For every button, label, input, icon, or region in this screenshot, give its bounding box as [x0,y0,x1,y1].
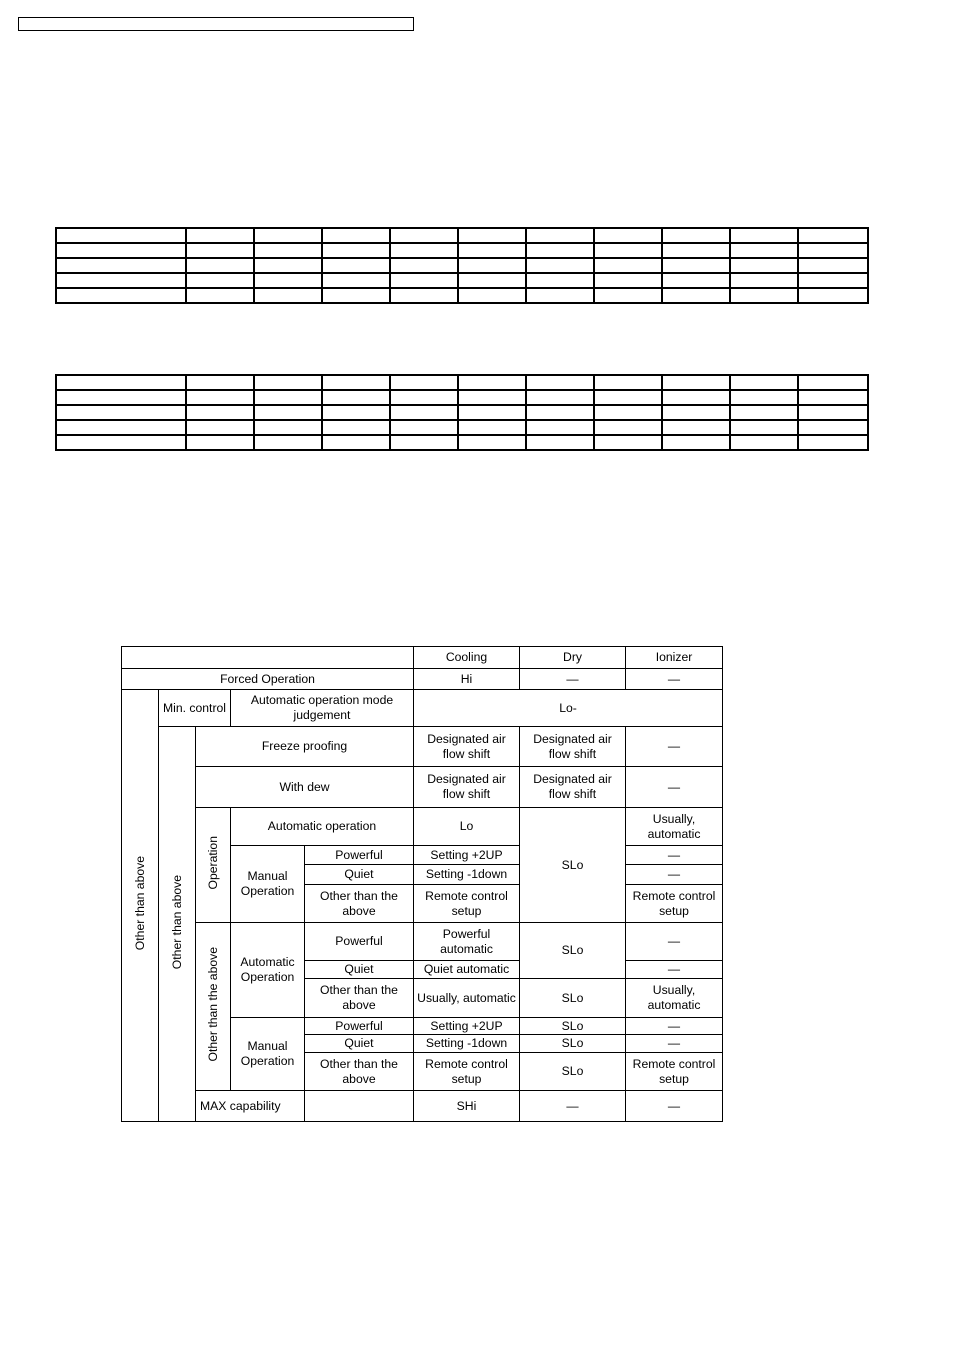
forced-operation-label: Forced Operation [122,669,414,690]
other-than-above-inner-cell [159,727,196,1122]
table-row [122,727,723,767]
ot-auto-other-cooling: Usually, automatic [414,979,520,1018]
table-row [122,767,723,808]
forced-cooling: Hi [414,669,520,690]
blank-grid-table-1 [55,227,869,304]
fan-speed-table [121,646,723,1122]
ot-manual-powerful-label: Powerful [305,1018,414,1035]
ot-manual-quiet-cooling: Setting -1down [414,1035,520,1053]
grid-row [56,375,868,390]
op-manual-label: Manual Operation [231,846,305,923]
ot-auto-other-label: Other than the above [305,979,414,1018]
grid-row [56,420,868,435]
dew-cooling: Designated air flow shift [414,767,520,808]
op-quiet-cooling: Setting -1down [414,865,520,885]
max-blank-cell [305,1091,414,1122]
min-control-label: Min. control [159,690,231,727]
other-than-above-inner-label: Other than above [169,874,184,970]
ot-auto-other-ionizer: Usually, automatic [626,979,723,1018]
max-capability-label: MAX capability [196,1091,305,1122]
ot-auto-label: Automatic Operation [231,923,305,1018]
freeze-cooling: Designated air flow shift [414,727,520,767]
grid-row [56,228,868,243]
freeze-ionizer: — [626,727,723,767]
table-row [122,690,723,727]
dew-dry: Designated air flow shift [520,767,626,808]
freeze-proofing-label: Freeze proofing [196,727,414,767]
grid-row [56,405,868,420]
operation-group-cell [196,808,231,923]
op-other-ionizer: Remote control setup [626,885,723,923]
forced-ionizer: — [626,669,723,690]
ot-manual-label: Manual Operation [231,1018,305,1091]
op-automatic-label: Automatic operation [231,808,414,846]
op-powerful-cooling: Setting +2UP [414,846,520,865]
ot-auto-other-dry: SLo [520,979,626,1018]
op-powerful-label: Powerful [305,846,414,865]
ot-manual-powerful-ionizer: — [626,1018,723,1035]
ot-auto-quiet-label: Quiet [305,961,414,979]
ot-auto-pq-dry: SLo [520,923,626,979]
ot-manual-other-ionizer: Remote control setup [626,1053,723,1091]
other-than-above-outer-cell [122,690,159,1122]
grid-row [56,288,868,303]
table-row [122,669,723,690]
header-box [18,17,414,31]
ot-manual-other-cooling: Remote control setup [414,1053,520,1091]
op-quiet-label: Quiet [305,865,414,885]
max-cooling: SHi [414,1091,520,1122]
max-ionizer: — [626,1091,723,1122]
ot-manual-other-dry: SLo [520,1053,626,1091]
op-dry-slo: SLo [520,808,626,923]
other-than-above-outer-label: Other than above [132,856,147,951]
op-automatic-cooling: Lo [414,808,520,846]
operation-group-label: Operation [205,836,220,890]
grid-row [56,390,868,405]
op-automatic-ionizer: Usually, automatic [626,808,723,846]
ot-auto-quiet-cooling: Quiet automatic [414,961,520,979]
dew-ionizer: — [626,767,723,808]
ot-manual-powerful-cooling: Setting +2UP [414,1018,520,1035]
freeze-dry: Designated air flow shift [520,727,626,767]
min-control-value: Lo- [414,690,723,727]
other-than-the-above-cell [196,923,231,1091]
ot-manual-quiet-ionizer: — [626,1035,723,1053]
table-header-row [122,647,723,669]
grid-row [56,273,868,288]
ot-auto-quiet-ionizer: — [626,961,723,979]
table-row [122,808,723,846]
ot-auto-powerful-ionizer: — [626,923,723,961]
header-dry: Dry [520,647,626,669]
other-than-the-above-label: Other than the above [205,947,220,1062]
ot-auto-powerful-label: Powerful [305,923,414,961]
table-row [122,923,723,961]
header-ionizer: Ionizer [626,647,723,669]
grid-row [56,258,868,273]
op-quiet-ionizer: — [626,865,723,885]
op-other-label: Other than the above [305,885,414,923]
table-row [122,1091,723,1122]
header-blank-cell [122,647,414,669]
with-dew-label: With dew [196,767,414,808]
ot-manual-quiet-dry: SLo [520,1035,626,1053]
max-dry: — [520,1091,626,1122]
blank-grid-table-2 [55,374,869,451]
ot-manual-other-label: Other than the above [305,1053,414,1091]
min-control-sub-label: Automatic operation mode judgement [231,690,414,727]
header-cooling: Cooling [414,647,520,669]
ot-manual-powerful-dry: SLo [520,1018,626,1035]
ot-auto-powerful-cooling: Powerful automatic [414,923,520,961]
op-powerful-ionizer: — [626,846,723,865]
grid-row [56,435,868,450]
grid-row [56,243,868,258]
forced-dry: — [520,669,626,690]
ot-manual-quiet-label: Quiet [305,1035,414,1053]
op-other-cooling: Remote control setup [414,885,520,923]
